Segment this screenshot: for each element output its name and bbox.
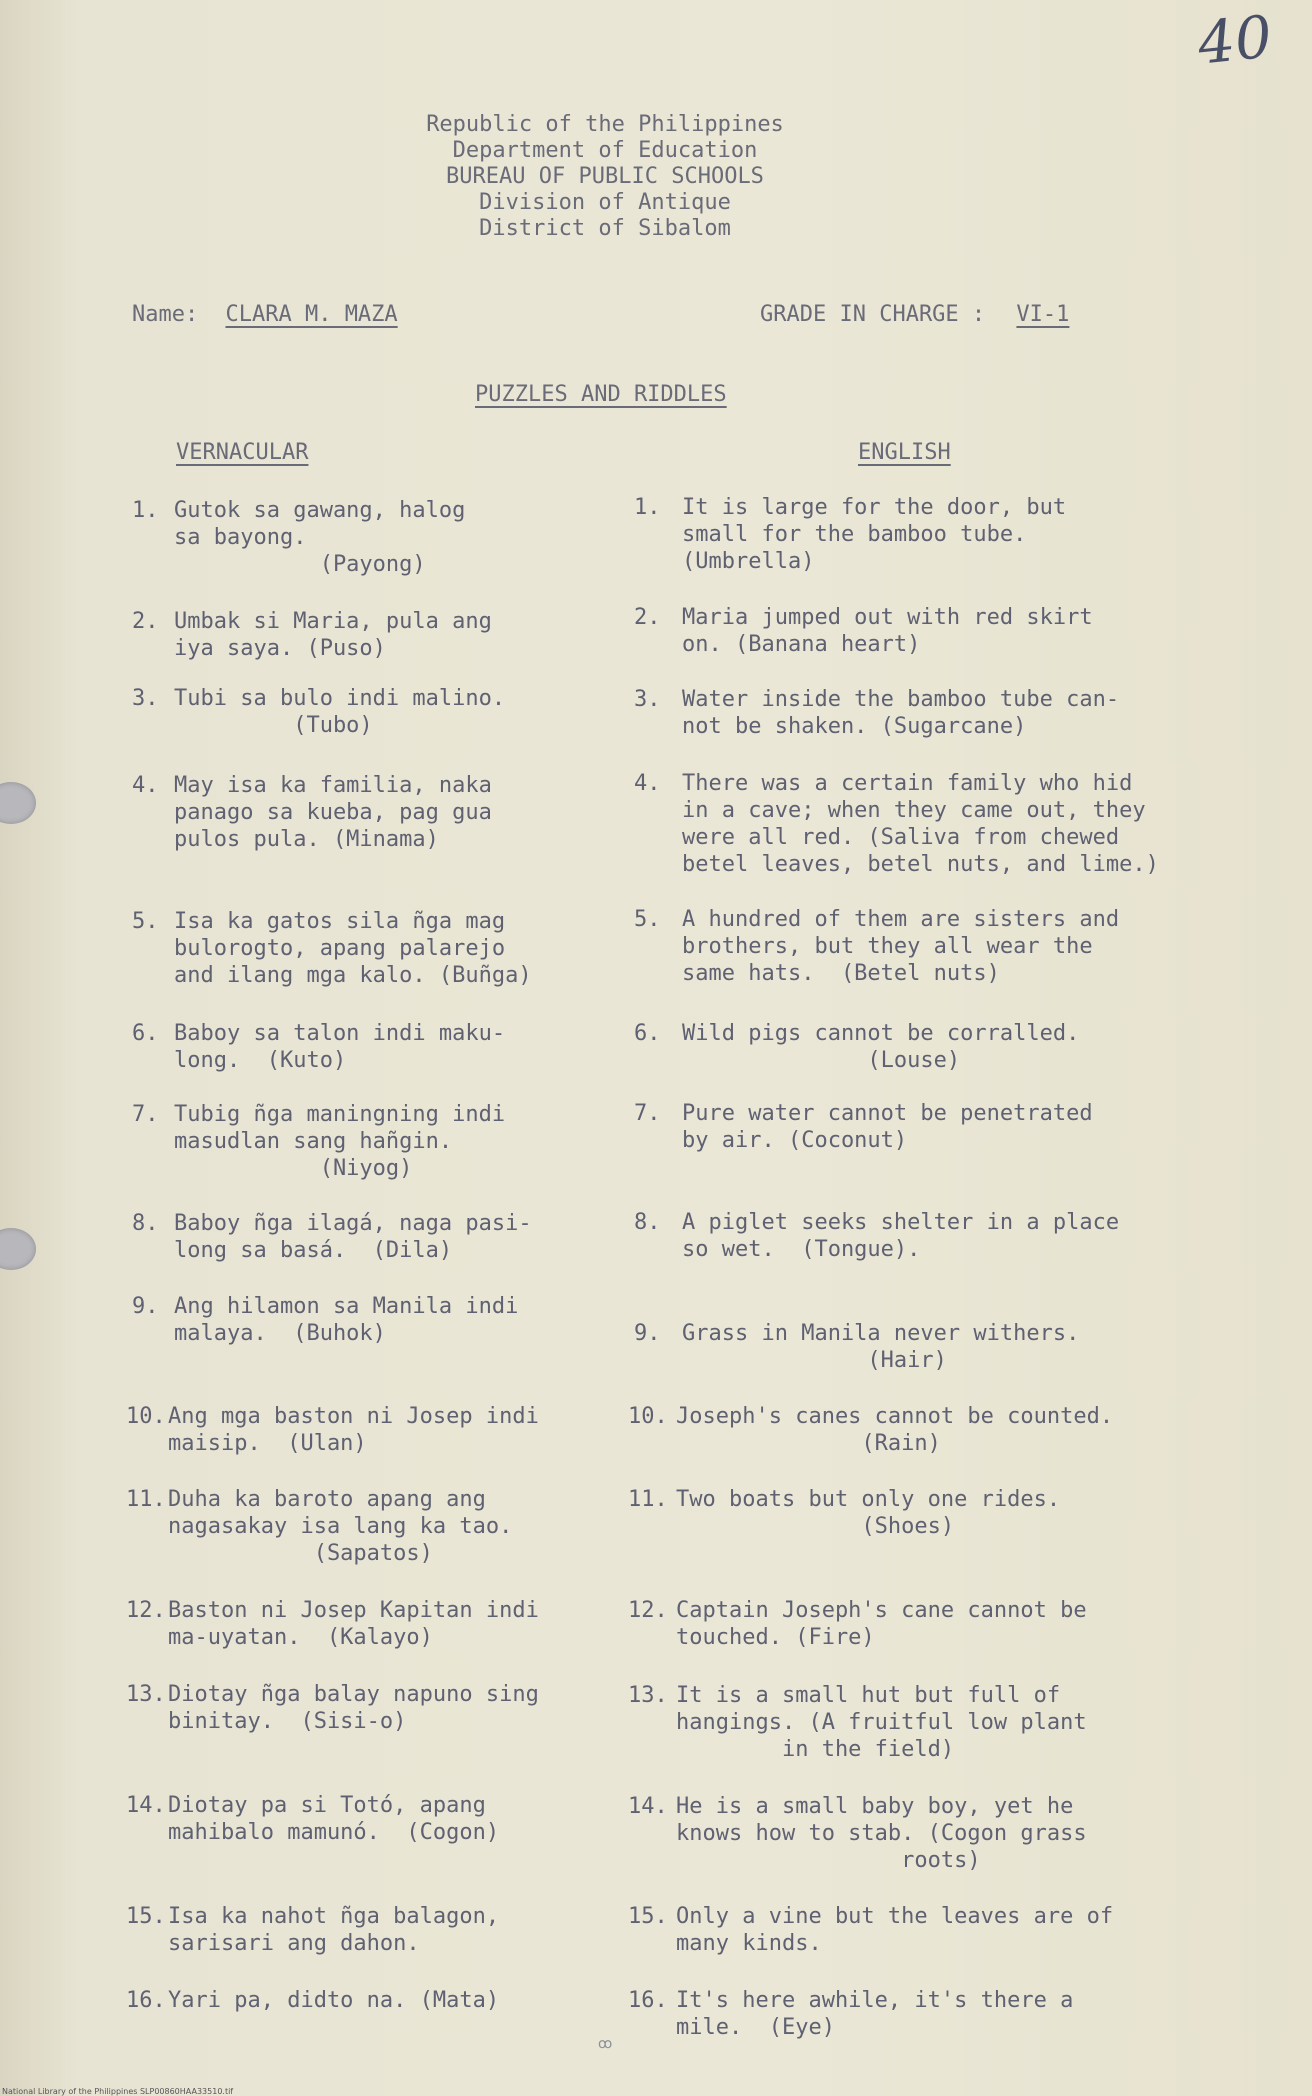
english-riddle-text — [682, 1209, 1119, 1263]
header-line-3: BUREAU OF PUBLIC SCHOOLS — [446, 164, 764, 189]
vernacular-riddle-line: Gutok sa gawang, halog — [174, 498, 466, 523]
vernacular-riddle-line: ma-uyatan. (Kalayo) — [168, 1625, 433, 1650]
english-riddle-line: Maria jumped out with red skirt — [682, 605, 1093, 630]
ink-mark: ꝏ — [598, 2036, 613, 2052]
vernacular-riddle-line: Diotay ñga balay napuno sing — [168, 1682, 539, 1707]
vernacular-riddle-number: 10. — [126, 1404, 166, 1429]
english-riddle-text — [676, 1903, 1113, 1957]
english-riddle-line: small for the bamboo tube. — [682, 522, 1027, 547]
english-riddle-line: He is a small baby boy, yet he — [676, 1794, 1074, 1819]
document-title: PUZZLES AND RIDDLES — [475, 382, 727, 407]
english-riddle-line: (Shoes) — [676, 1514, 955, 1539]
english-riddle-line: touched. (Fire) — [676, 1625, 875, 1650]
english-riddle-line: There was a certain family who hid — [682, 771, 1133, 796]
english-riddle-number: 7. — [634, 1101, 661, 1126]
vernacular-riddle-line: iya saya. (Puso) — [174, 636, 386, 661]
grade-label: GRADE IN CHARGE : — [760, 302, 986, 327]
english-riddle-line: many kinds. — [676, 1931, 822, 1956]
english-riddle-line: in the field) — [676, 1737, 955, 1762]
english-riddle-line: Two boats but only one rides. — [676, 1487, 1061, 1512]
english-riddle-text — [676, 1793, 1087, 1874]
english-riddle-number: 9. — [634, 1321, 661, 1346]
vernacular-riddle-line: May isa ka familia, naka — [174, 773, 492, 798]
vernacular-riddle-number: 3. — [132, 686, 159, 711]
english-riddle-number: 1. — [634, 495, 661, 520]
english-riddle-line: A hundred of them are sisters and — [682, 907, 1120, 932]
vernacular-riddle-number: 4. — [132, 773, 159, 798]
vernacular-riddle-line: Yari pa, didto na. (Mata) — [168, 1988, 500, 2013]
english-riddle-text — [682, 604, 1093, 658]
english-riddle-text — [682, 906, 1119, 987]
vernacular-riddle-line: Ang mga baston ni Josep indi — [168, 1404, 539, 1429]
vernacular-riddle-number: 1. — [132, 498, 159, 523]
english-riddle-number: 2. — [634, 605, 661, 630]
english-riddle-line: roots) — [676, 1848, 981, 1873]
english-riddle-line: It's here awhile, it's there a — [676, 1988, 1074, 2013]
english-riddle-line: not be shaken. (Sugarcane) — [682, 714, 1027, 739]
english-riddle-line: mile. (Eye) — [676, 2015, 835, 2040]
vernacular-riddle-line: Tubig ñga maningning indi — [174, 1102, 506, 1127]
vernacular-riddle-line: long sa basá. (Dila) — [174, 1238, 453, 1263]
vernacular-riddle-line: binitay. (Sisi-o) — [168, 1709, 407, 1734]
english-riddle-number: 12. — [628, 1598, 668, 1623]
vernacular-riddle-text — [174, 772, 492, 853]
english-riddle-line: (Rain) — [676, 1431, 941, 1456]
vernacular-riddle-line: bulorogto, apang palarejo — [174, 936, 506, 961]
english-riddle-line: brothers, but they all wear the — [682, 934, 1093, 959]
english-riddle-line: by air. (Coconut) — [682, 1128, 908, 1153]
vernacular-riddle-line: (Sapatos) — [168, 1541, 433, 1566]
vernacular-riddle-text — [168, 1403, 539, 1457]
vernacular-riddle-number: 11. — [126, 1487, 166, 1512]
vernacular-riddle-line: nagasakay isa lang ka tao. — [168, 1514, 513, 1539]
english-riddle-line: Grass in Manila never withers. — [682, 1321, 1080, 1346]
vernacular-riddle-text — [168, 1987, 499, 2014]
name-value: CLARA M. MAZA — [225, 302, 398, 327]
english-riddle-number: 15. — [628, 1904, 668, 1929]
vernacular-riddle-text — [174, 908, 532, 989]
english-riddle-line: Water inside the bamboo tube can- — [682, 687, 1120, 712]
english-riddle-text — [682, 770, 1159, 878]
vernacular-riddle-line: Ang hilamon sa Manila indi — [174, 1294, 519, 1319]
english-riddle-line: on. (Banana heart) — [682, 632, 921, 657]
english-riddle-number: 8. — [634, 1210, 661, 1235]
english-riddle-line: Wild pigs cannot be corralled. — [682, 1021, 1080, 1046]
english-riddle-number: 6. — [634, 1021, 661, 1046]
vernacular-riddle-text — [174, 685, 505, 739]
footer-caption: National Library of the Philippines SLP00860HAA33510.tif — [2, 2087, 234, 2096]
english-riddle-text — [682, 494, 1066, 575]
english-riddle-line: A piglet seeks shelter in a place — [682, 1210, 1120, 1235]
vernacular-riddle-line: panago sa kueba, pag gua — [174, 800, 492, 825]
english-riddle-line: It is large for the door, but — [682, 495, 1067, 520]
vernacular-riddle-line: and ilang mga kalo. (Buñga) — [174, 963, 532, 988]
vernacular-riddle-line: Isa ka gatos sila ñga mag — [174, 909, 506, 934]
vernacular-riddle-line: (Payong) — [174, 552, 426, 577]
vernacular-riddle-line: Duha ka baroto apang ang — [168, 1487, 486, 1512]
vernacular-riddle-number: 7. — [132, 1102, 159, 1127]
vernacular-riddle-text — [168, 1681, 539, 1735]
vernacular-riddle-line: Tubi sa bulo indi malino. — [174, 686, 506, 711]
english-riddle-line: hangings. (A fruitful low plant — [676, 1710, 1087, 1735]
grade-value: VI-1 — [1016, 302, 1070, 327]
vernacular-riddle-line: maisip. (Ulan) — [168, 1431, 367, 1456]
english-riddle-line: It is a small hut but full of — [676, 1683, 1061, 1708]
english-riddle-line: Only a vine but the leaves are of — [676, 1904, 1114, 1929]
vernacular-riddle-number: 9. — [132, 1294, 159, 1319]
vernacular-heading: VERNACULAR — [176, 440, 309, 465]
header-line-1: Republic of the Philippines — [426, 112, 784, 137]
vernacular-riddle-line: (Tubo) — [174, 713, 373, 738]
vernacular-riddle-text — [174, 1210, 532, 1264]
vernacular-riddle-line: Umbak si Maria, pula ang — [174, 609, 492, 634]
english-riddle-text — [682, 1020, 1079, 1074]
vernacular-riddle-line: (Niyog) — [174, 1156, 413, 1181]
english-riddle-text — [676, 1682, 1087, 1763]
english-riddle-number: 13. — [628, 1683, 668, 1708]
vernacular-riddle-text — [174, 1101, 505, 1182]
vernacular-riddle-line: sarisari ang dahon. — [168, 1931, 420, 1956]
vernacular-riddle-line: Isa ka nahot ñga balagon, — [168, 1904, 500, 1929]
english-riddle-line: Joseph's canes cannot be counted. — [676, 1404, 1114, 1429]
vernacular-riddle-number: 2. — [132, 609, 159, 634]
vernacular-riddle-text — [168, 1597, 539, 1651]
english-riddle-number: 11. — [628, 1487, 668, 1512]
name-label: Name: — [132, 302, 199, 327]
header-line-5: District of Sibalom — [479, 216, 731, 241]
english-riddle-line: same hats. (Betel nuts) — [682, 961, 1000, 986]
vernacular-riddle-number: 14. — [126, 1793, 166, 1818]
english-riddle-number: 5. — [634, 907, 661, 932]
vernacular-riddle-line: malaya. (Buhok) — [174, 1321, 386, 1346]
page-number: 40 — [1194, 2, 1276, 78]
vernacular-riddle-line: Baston ni Josep Kapitan indi — [168, 1598, 539, 1623]
vernacular-riddle-text — [174, 497, 465, 578]
vernacular-riddle-text — [174, 608, 492, 662]
vernacular-riddle-line: long. (Kuto) — [174, 1048, 347, 1073]
vernacular-riddle-text — [168, 1486, 512, 1567]
english-riddle-line: (Louse) — [682, 1048, 961, 1073]
vernacular-riddle-number: 13. — [126, 1682, 166, 1707]
header-line-2: Department of Education — [452, 138, 758, 163]
english-riddle-line: (Umbrella) — [682, 549, 815, 574]
english-riddle-text — [676, 1597, 1087, 1651]
english-riddle-number: 14. — [628, 1794, 668, 1819]
vernacular-riddle-line: Baboy sa talon indi maku- — [174, 1021, 506, 1046]
name-field — [132, 302, 398, 327]
vernacular-riddle-number: 12. — [126, 1598, 166, 1623]
vernacular-riddle-text — [174, 1293, 518, 1347]
vernacular-riddle-line: mahibalo mamunó. (Cogon) — [168, 1820, 500, 1845]
english-riddle-line: Captain Joseph's cane cannot be — [676, 1598, 1087, 1623]
english-riddle-line: in a cave; when they came out, they — [682, 798, 1146, 823]
vernacular-riddle-line: pulos pula. (Minama) — [174, 827, 439, 852]
english-riddle-text — [676, 1403, 1113, 1457]
vernacular-riddle-text — [168, 1903, 499, 1957]
vernacular-riddle-number: 8. — [132, 1211, 159, 1236]
english-riddle-line: so wet. (Tongue). — [682, 1237, 921, 1262]
vernacular-riddle-line: sa bayong. — [174, 525, 307, 550]
english-riddle-number: 16. — [628, 1988, 668, 2013]
vernacular-riddle-line: Baboy ñga ilagá, naga pasi- — [174, 1211, 532, 1236]
vernacular-riddle-line: masudlan sang hañgin. — [174, 1129, 453, 1154]
vernacular-riddle-number: 15. — [126, 1904, 166, 1929]
english-riddle-text — [682, 1320, 1079, 1374]
english-riddle-line: betel leaves, betel nuts, and lime.) — [682, 852, 1159, 877]
english-riddle-text — [682, 1100, 1093, 1154]
vernacular-riddle-line: Diotay pa si Totó, apang — [168, 1793, 486, 1818]
english-riddle-line: (Hair) — [682, 1348, 947, 1373]
grade-field — [760, 302, 1069, 327]
header-line-4: Division of Antique — [479, 190, 731, 215]
english-riddle-text — [676, 1486, 1060, 1540]
english-riddle-number: 4. — [634, 771, 661, 796]
vernacular-riddle-text — [168, 1792, 499, 1846]
english-riddle-line: were all red. (Saliva from chewed — [682, 825, 1120, 850]
letterhead — [300, 112, 910, 242]
vernacular-riddle-number: 5. — [132, 909, 159, 934]
vernacular-riddle-number: 6. — [132, 1021, 159, 1046]
english-riddle-text — [676, 1987, 1073, 2041]
english-riddle-text — [682, 686, 1119, 740]
english-riddle-number: 3. — [634, 687, 661, 712]
english-riddle-line: knows how to stab. (Cogon grass — [676, 1821, 1087, 1846]
english-heading: ENGLISH — [858, 440, 951, 465]
vernacular-riddle-text — [174, 1020, 505, 1074]
english-riddle-number: 10. — [628, 1404, 668, 1429]
english-riddle-line: Pure water cannot be penetrated — [682, 1101, 1093, 1126]
vernacular-riddle-number: 16. — [126, 1988, 166, 2013]
